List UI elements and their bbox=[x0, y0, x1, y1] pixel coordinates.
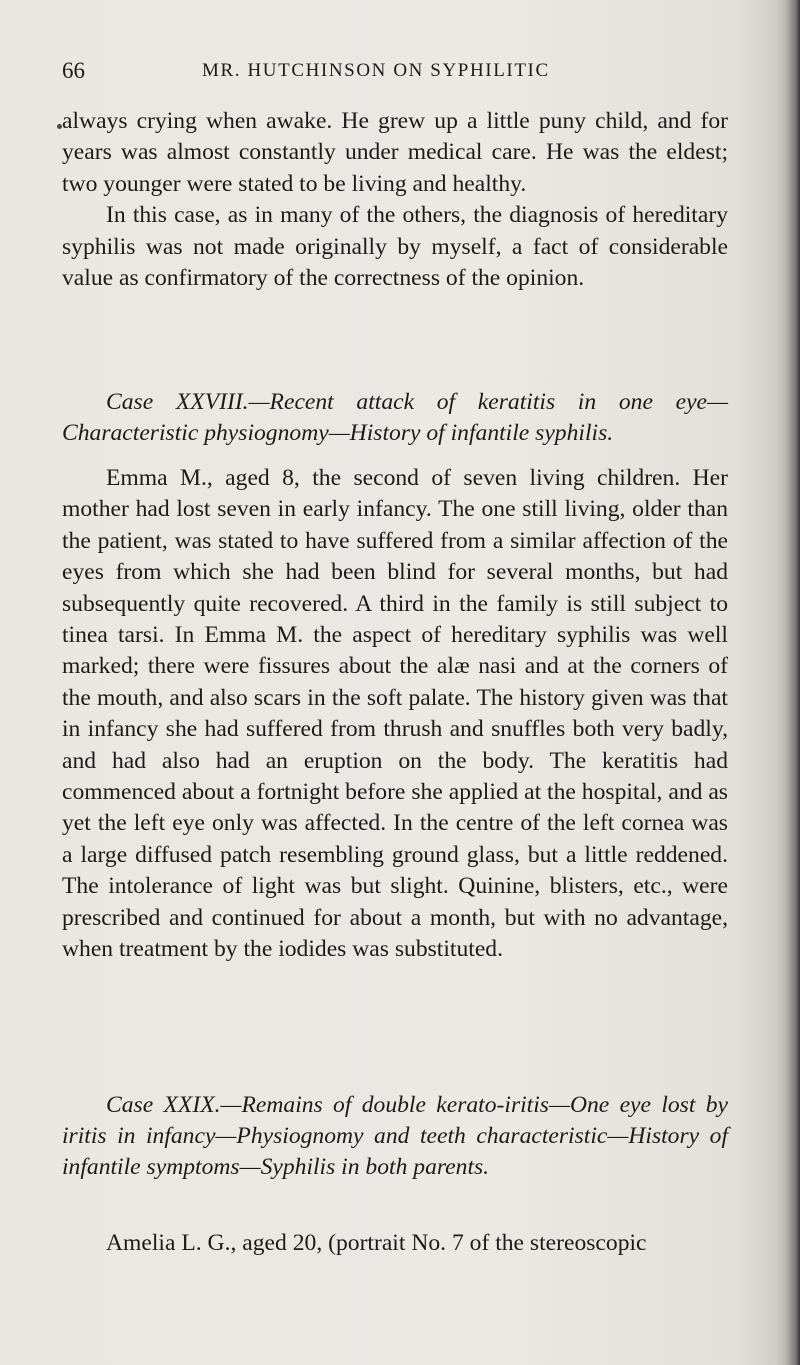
case-29-body: Amelia L. G., aged 20, (portrait No. 7 of the stereoscopic bbox=[106, 1230, 647, 1256]
case-28-body-block bbox=[62, 463, 728, 966]
case-28-heading-block bbox=[62, 387, 728, 449]
case-28-body: Emma M., aged 8, the second of seven living children. Her mother had lost seven in early infancy. The one still living, older than the patient, was stated to have suffered from a similar affection of the eyes from which she had been blind for several months, but had subsequently quite recovered. A third in the family is still subject to tinea tarsi. In Emma M. the aspect of hereditary syphilis was well marked; there were fissures about the alæ nasi and at the corners of the mouth, and also scars in the soft palate. The history given was that in infancy she had suffered from thrush and snuffles both very badly, and had also had an eruption on the body. The keratitis had commenced about a fortnight before she applied at the hospital, and as yet the left eye only was affected. In the centre of the left cornea was a large diffused patch resembling ground glass, but a little reddened. The intolerance of light was but slight. Quinine, blisters, etc., were prescribed and continued for about a month, but with no advantage, when treatment by the iodides was substituted. bbox=[62, 465, 728, 963]
page-edge-shadow bbox=[786, 0, 800, 1365]
paragraph-diagnosis: In this case, as in many of the others, the diagnosis of hereditary syphilis was not made originally by myself, a fact of considerable value as confirmatory of the correctness of the opinion. bbox=[62, 202, 728, 292]
running-head: MR. HUTCHINSON ON SYPHILITIC bbox=[202, 60, 550, 81]
case-28-heading: Case XXVIII.—Recent attack of keratitis in one eye—Characteristic physiognomy—History of infantile syphilis. bbox=[62, 389, 728, 446]
page-header bbox=[62, 58, 728, 86]
case-29-heading-block bbox=[62, 1090, 728, 1183]
case-29-heading: Case XXIX.—Remains of double kerato-iritis—One eye lost by iritis in infancy—Physiognomy and teeth characteristic—History of infantile symptoms—Syphilis in both parents. bbox=[62, 1092, 728, 1180]
case-29-body-block bbox=[62, 1228, 728, 1259]
text-block-1 bbox=[62, 106, 728, 294]
page-number: 66 bbox=[62, 58, 85, 83]
paragraph-continued: always crying when awake. He grew up a little puny child, and for years was almost constantly under medical care. He was the eldest; two younger were stated to be living and healthy. bbox=[62, 108, 728, 197]
